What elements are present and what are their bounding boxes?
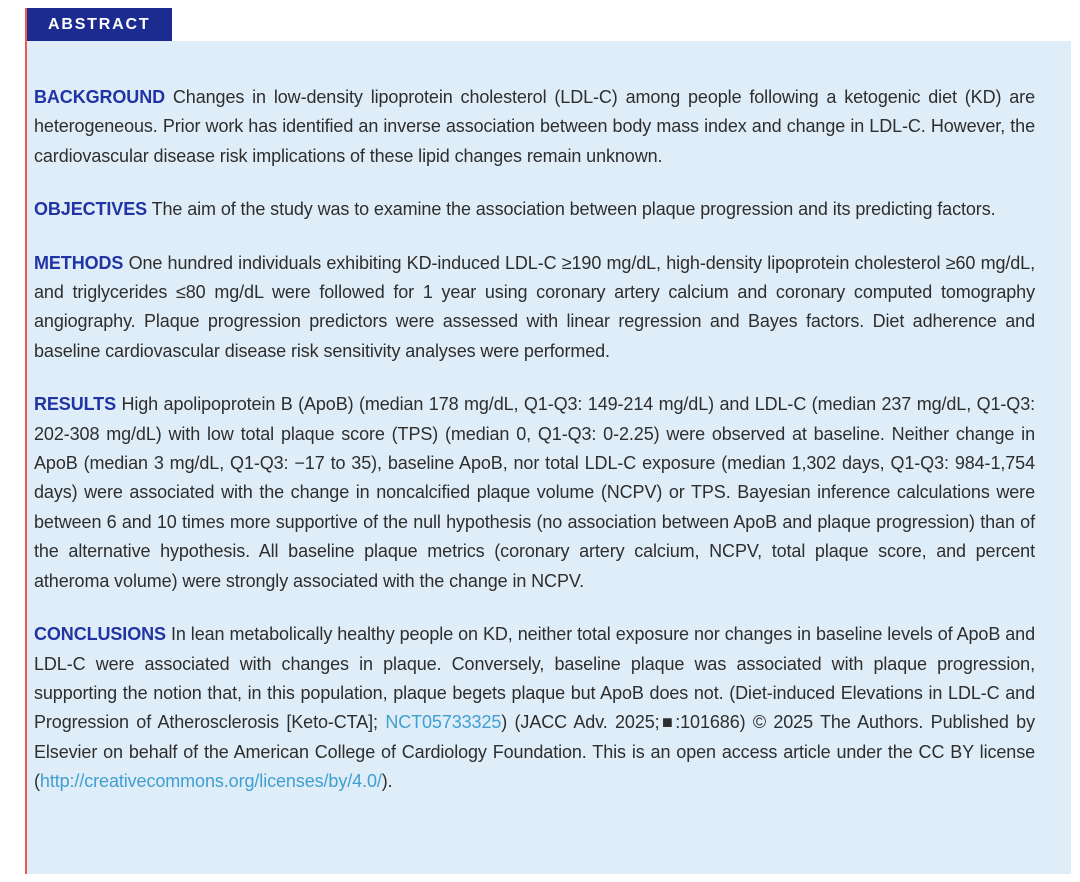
section-heading-results: RESULTS (34, 394, 116, 415)
body-text: ). (381, 771, 393, 792)
body-text: Changes in low-density lipoprotein cholesterol (LDL-C) among people following a ketogenic diet (KD) are heterogeneous. Prior work has identified an inverse association between body mass index and change in LDL-C. However, the cardiovascular disease risk implications of these lipid changes remain unknown. (34, 87, 1035, 166)
abstract-box (27, 41, 1071, 874)
body-text: ) (JACC Adv. 2025;■:101686) © 2025 The Authors. Published by Elsevier on behalf of the American College of Cardiology Foundation. This is an open access article under the CC BY license ( (34, 712, 1035, 792)
abstract-paragraph-objectives (34, 195, 1035, 224)
body-text: In lean metabolically healthy people on KD, neither total exposure nor changes in baseline levels of ApoB and LDL-C were associated with changes in plaque. Conversely, baseline plaque was associated with plaque progression, supporting the notion that, in this population, plaque begets plaque but ApoB does not. (Diet-induced Elevations in LDL-C and Progression of Atherosclerosis [Keto-CTA]; (34, 624, 1035, 733)
section-heading-background: BACKGROUND (34, 87, 165, 107)
abstract-sections (34, 83, 1035, 797)
abstract-paragraph-results (34, 390, 1035, 596)
section-heading-methods: METHODS (34, 252, 124, 273)
body-text: The aim of the study was to examine the association between plaque progression and its predicting factors. (151, 199, 996, 220)
abstract-tab-label: ABSTRACT (48, 15, 151, 33)
abstract-paragraph-conclusions (34, 620, 1035, 796)
cc-by-license-link[interactable]: http://creativecommons.org/licenses/by/4.0/ (39, 771, 382, 792)
section-heading-conclusions: CONCLUSIONS (34, 624, 166, 645)
abstract-paragraph-methods (34, 249, 1035, 367)
body-text: One hundred individuals exhibiting KD-induced LDL-C ≥190 mg/dL, high-density lipoprotein cholesterol ≥60 mg/dL, and triglycerides ≤80 mg/dL were followed for 1 year using coronary artery calcium and coronary computed tomography angiography. Plaque progression predictors were assessed with linear regression and Bayes factors. Diet adherence and baseline cardiovascular disease risk sensitivity analyses were performed. (34, 252, 1035, 361)
abstract-paragraph-background (34, 83, 1035, 171)
nct-registry-link[interactable]: NCT05733325 (385, 712, 502, 733)
abstract-tab (25, 8, 172, 41)
section-heading-objectives: OBJECTIVES (34, 199, 148, 220)
accent-line (25, 8, 27, 874)
body-text: High apolipoprotein B (ApoB) (median 178 mg/dL, Q1-Q3: 149-214 mg/dL) and LDL-C (median 237 mg/dL, Q1-Q3: 202-308 mg/dL) with low total plaque score (TPS) (median 0, Q1-Q3: 0-2.25) were observed at baseline. Neither change in ApoB (median 3 mg/dL, Q1-Q3: −17 to 35), baseline ApoB, nor total LDL-C exposure (median 1,302 days, Q1-Q3: 984-1,754 days) were associated with the change in noncalcified plaque volume (NCPV) or TPS. Bayesian inference calculations were between 6 and 10 times more supportive of the null hypothesis (no association between ApoB and plaque progression) than of the alternative hypothesis. All baseline plaque metrics (coronary artery calcium, NCPV, total plaque score, and percent atheroma volume) were strongly associated with the change in NCPV. (34, 394, 1036, 591)
